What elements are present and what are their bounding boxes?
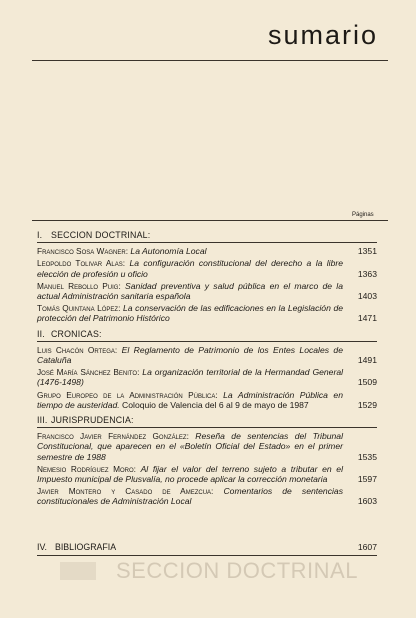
entry-author: Nemesio Rodríguez Moro: [37,463,136,474]
list-item [37,367,377,387]
entry-page: 1471 [357,313,377,324]
page-title: sumario [268,20,379,50]
entry-page: 1529 [357,399,377,410]
entry-author: Grupo Europeo de la Administración Pública: [37,389,218,400]
section-bibliografia: IV. BIBLIOGRAFIA 1607 [37,542,377,552]
entry-title: Comentarios de sentencias constitucionales de Administración Local [37,486,343,507]
entry-page: 1509 [357,377,377,388]
section-heading: III. JURISPRUDENCIA: [37,415,377,428]
list-item [37,246,377,256]
list-item [37,345,377,365]
entry-author: Tomás Quintana López: [37,303,121,314]
entry-page: 1491 [357,355,377,366]
entry-page: 1597 [357,474,377,485]
section-cronicas [37,329,377,410]
entry-author: Francisco Sosa Wagner: [37,246,129,257]
entry-title: La organización territorial de la Hermandad General (1476-1498) [37,367,344,388]
table-of-contents [37,230,377,512]
entry-title: La Administración Pública en tiempo de austeridad. [37,389,343,410]
entry-author: Francisco Javier Fernández González: [37,431,189,442]
section-doctrinal [37,230,377,324]
bleed-through-mark [60,562,96,580]
entry-page: 1607 [357,542,377,552]
entry-author: Javier Montero y Casado de Amezcua: [37,486,214,497]
entry-page: 1603 [357,496,377,507]
section-heading: II. CRONICAS: [37,329,377,342]
entry-author: Luis Chacón Ortega: [37,344,118,355]
entry-page: 1535 [357,451,377,462]
list-item [37,281,377,301]
list-item [37,303,377,323]
bleed-through-text: SECCION DOCTRINAL [116,558,358,583]
top-rule [32,60,388,61]
entry-page: 1363 [357,268,377,279]
entry-title: La configuración constitucional del derecho a la libre elección de profesión u oficio [37,258,343,279]
list-item [37,258,377,278]
list-item [37,431,377,462]
entry-author: Leopoldo Tolivar Alas: [37,258,126,269]
section-jurisprudencia [37,415,377,507]
entry-title: Sanidad preventiva y salud pública en el marco de la actual Administración sanitaria española [37,280,343,302]
entry-title: El Reglamento de Patrimonio de los Entes Locales de Cataluña [37,344,343,366]
entry-title: Al fijar el valor del terreno sujeto a tributar en el Impuesto municipal de Plusvalía, no procede aplicar la corrección monetaria [37,463,343,485]
section-heading: I. SECCION DOCTRINAL: [37,230,377,243]
list-item [37,390,377,410]
bibliography-rule [37,555,377,556]
list-item [37,486,377,506]
entry-page: 1351 [357,246,377,257]
list-item [37,464,377,484]
pages-column-label: Páginas [352,212,374,218]
entry-title: La conservación de las edificaciones en la Legislación de protección del Patrimonio Histórico [37,303,344,324]
entry-page: 1403 [357,291,377,302]
header-rule [32,220,388,221]
entry-title: Reseña de sentencias del Tribunal Constitucional, que aparecen en el «Boletín Oficial del Estado» en el primer semestre de 1988 [37,431,343,462]
section-heading: BIBLIOGRAFIA [55,542,117,552]
entry-author: Manuel Rebollo Puig: [37,280,121,291]
entry-author: José María Sánchez Benito: [37,367,140,378]
entry-subtitle: Coloquio de Valencia del 6 al 9 de mayo de 1987 [119,399,309,410]
entry-title: La Autonomía Local [130,246,207,257]
